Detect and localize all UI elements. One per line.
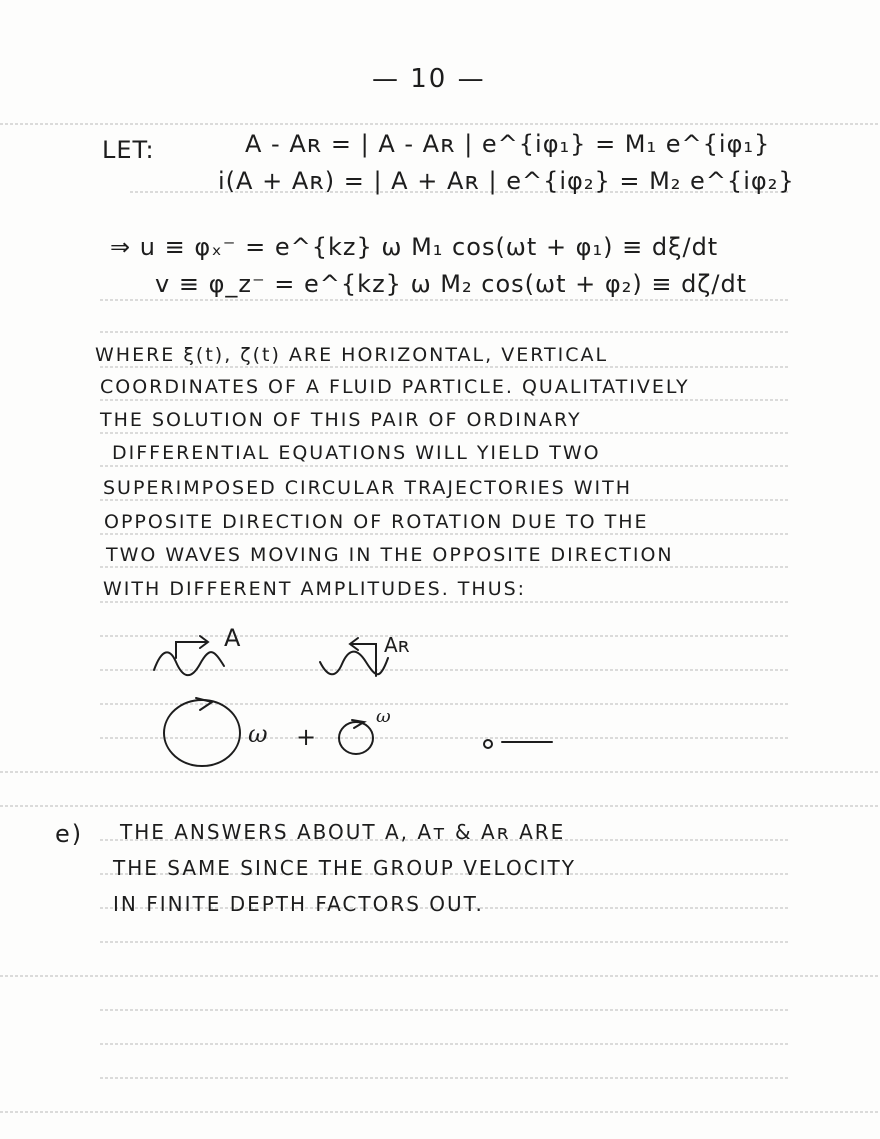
paragraph-line: THE SOLUTION OF THIS PAIR OF ORDINARY [100,409,582,431]
let-label: LET: [102,136,155,164]
wave-sketch [140,618,580,778]
part-e-label: e) [55,820,84,848]
circle-2-omega: ω [376,706,391,727]
circle-large [164,700,240,766]
equation-line-1: A - Aʀ = | A - Aʀ | e^{iφ₁} = M₁ e^{iφ₁} [245,130,771,158]
circle-small-arrow [352,720,364,728]
circle-1-omega: ω [248,720,268,748]
paragraph-line: WITH DIFFERENT AMPLITUDES. THUS: [103,578,527,600]
part-e-line: IN FINITE DEPTH FACTORS OUT. [113,892,484,916]
result-dot [484,740,492,748]
part-e-line: THE ANSWERS ABOUT A, Aᴛ & Aʀ ARE [120,820,566,844]
equation-line-2: i(A + Aʀ) = | A + Aʀ | e^{iφ₂} = M₂ e^{iφ₂} [218,167,795,195]
wave-1-label: A [224,624,241,652]
paragraph-line: TWO WAVES MOVING IN THE OPPOSITE DIRECTION [106,544,674,566]
part-e-line: THE SAME SINCE THE GROUP VELOCITY [113,856,576,880]
plus-sign: + [296,723,317,751]
equation-line-4: v ≡ φ_z⁻ = e^{kz} ω M₂ cos(ωt + φ₂) ≡ dζ/dt [155,270,748,298]
wave-1-arrow [176,636,208,658]
paragraph-line: SUPERIMPOSED CIRCULAR TRAJECTORIES WITH [103,477,632,499]
wave-2-curve [320,652,388,675]
wave-2-label: Aʀ [384,633,410,657]
paragraph-line: WHERE ξ(t), ζ(t) ARE HORIZONTAL, VERTICAL [95,344,609,366]
wave-1-curve [154,652,224,675]
paragraph-line: OPPOSITE DIRECTION OF ROTATION DUE TO THE [104,511,649,533]
page-number: — 10 — [372,64,486,94]
paragraph-line: COORDINATES OF A FLUID PARTICLE. QUALITATIVELY [100,376,690,398]
paragraph-line: DIFFERENTIAL EQUATIONS WILL YIELD TWO [112,442,601,464]
equation-line-3: ⇒ u ≡ φₓ⁻ = e^{kz} ω M₁ cos(ωt + φ₁) ≡ dξ/dt [110,233,719,261]
